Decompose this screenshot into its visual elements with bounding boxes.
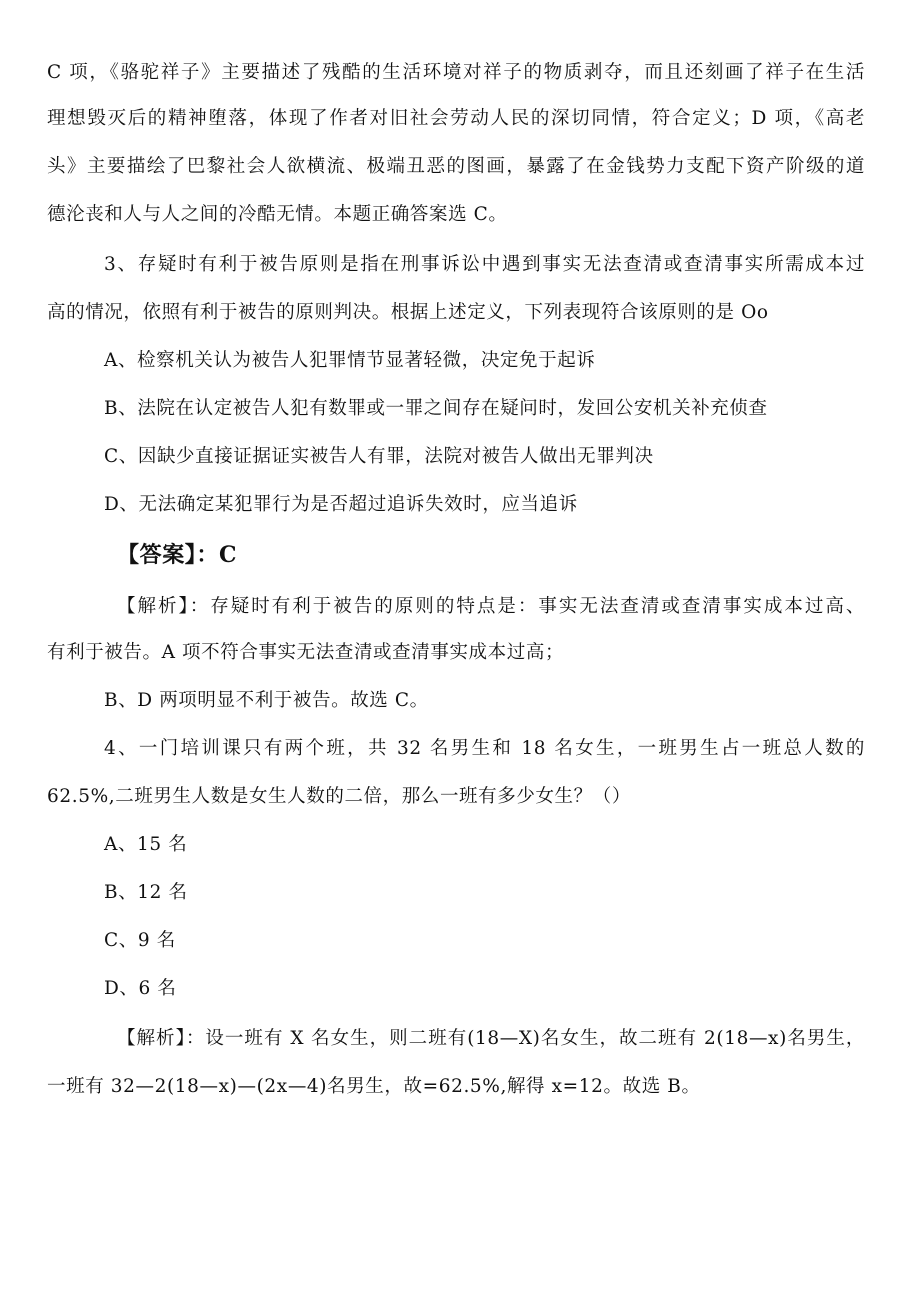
option-d: D、6 名 [104,978,177,999]
option-b: B、12 名 [104,882,188,903]
prev-explanation-line: 德沦丧和人与人之间的冷酷无情。本题正确答案选 C。 [47,204,508,225]
explanation-line: 一班有 32—2(18—x)—(2x—4)名男生，故=62.5%,解得 x=12。故选 B。 [47,1076,701,1097]
option-d: D、无法确定某犯罪行为是否超过追诉失效时，应当追诉 [104,494,578,515]
option-c: C、9 名 [104,930,176,951]
option-a: A、15 名 [104,834,188,855]
question-stem: 高的情况，依照有利于被告的原则判决。根据上述定义，下列表现符合该原则的是 Oo [47,302,769,323]
option-a: A、检察机关认为被告人犯罪情节显著轻微，决定免于起诉 [104,350,596,371]
explanation-line: 【解析】：设一班有 X 名女生，则二班有(18—X)名女生，故二班有 2(18—x)名男生， [117,1028,865,1049]
explanation-line: B、D 两项明显不利于被告。故选 C。 [104,690,429,711]
answer-label: 【答案】：C [117,542,238,568]
prev-explanation-line: 头》主要描绘了巴黎社会人欲横流、极端丑恶的图画，暴露了在金钱势力支配下资产阶级的道 [47,156,865,177]
explanation-line: 有利于被告。A 项不符合事实无法查清或查清事实成本过高； [47,642,565,663]
question-stem: 62.5%,二班男生人数是女生人数的二倍，那么一班有多少女生？（） [47,786,631,807]
prev-explanation-line: 理想毁灭后的精神堕落，体现了作者对旧社会劳动人民的深切同情，符合定义；D 项，《高老 [47,108,865,129]
option-b: B、法院在认定被告人犯有数罪或一罪之间存在疑问时，发回公安机关补充侦查 [104,398,768,419]
prev-explanation-line: C 项，《骆驼祥子》主要描述了残酷的生活环境对祥子的物质剥夺，而且还刻画了祥子在生活 [47,62,865,83]
question-stem: 3、存疑时有利于被告原则是指在刑事诉讼中遇到事实无法查清或查清事实所需成本过 [104,254,865,275]
explanation-line: 【解析】：存疑时有利于被告的原则的特点是：事实无法查清或查清事实成本过高、 [117,596,865,617]
option-c: C、因缺少直接证据证实被告人有罪，法院对被告人做出无罪判决 [104,446,654,467]
question-stem: 4、一门培训课只有两个班，共 32 名男生和 18 名女生，一班男生占一班总人数的 [104,738,865,759]
